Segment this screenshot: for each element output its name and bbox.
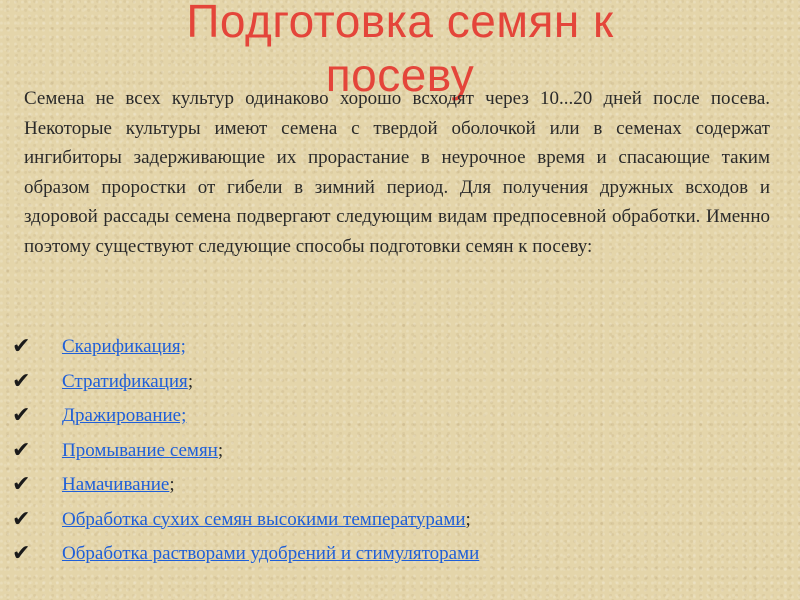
method-link-fertilizer-treatment[interactable]: Обработка растворами удобрений и стимуляторами <box>62 543 480 564</box>
checkmark-icon: ✔ <box>12 437 31 463</box>
method-link-stratification[interactable]: Стратификация <box>62 370 188 392</box>
slide-title-line-2: посеву <box>325 49 475 101</box>
checkmark-icon: ✔ <box>12 403 31 428</box>
slide-title-line-1: Подготовка семян к <box>186 0 614 47</box>
method-link-heat-treatment[interactable]: Обработка сухих семян высокими температурами <box>62 508 466 530</box>
method-link-scarification[interactable]: Скарификация; <box>62 336 186 357</box>
checkmark-icon: ✔ <box>12 541 31 566</box>
method-link-soaking[interactable]: Намачивание <box>62 474 170 495</box>
intro-paragraph <box>24 84 770 261</box>
checkmark-icon: ✔ <box>12 334 31 359</box>
checkmark-icon: ✔ <box>12 506 31 532</box>
intro-paragraph-text: Семена не всех культур одинаково хорошо всходят через 10...20 дней после посева. Некоторые культуры имеют семена с твердой оболочкой или в семенах содержат ингибиторы задерживающие их прорастание в неурочное время и спасающие таким образом проростки от гибели в зимний период. Для получения дружных всходов и здоровой рассады семена подвергают следующим видам предпосевной обработки. <box>24 88 770 227</box>
intro-paragraph-lead-in: Именно поэтому существуют следующие способы подготовки семян к посеву: <box>24 206 770 257</box>
checkmark-icon: ✔ <box>12 472 31 497</box>
method-link-washing[interactable]: Промывание семян <box>62 439 218 461</box>
method-link-pelleting[interactable]: Дражирование; <box>62 405 187 426</box>
checkmark-icon: ✔ <box>12 368 31 394</box>
